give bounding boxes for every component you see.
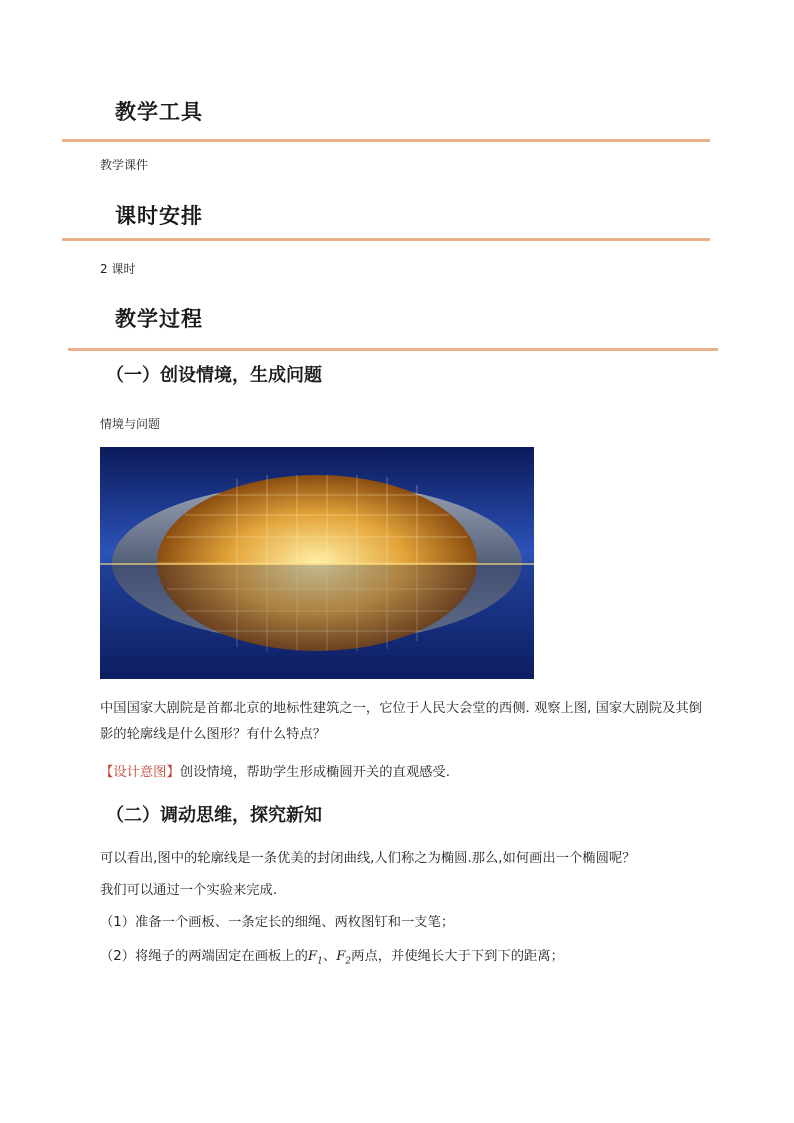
- divider: [68, 348, 718, 351]
- schedule-content: 2 课时: [100, 262, 136, 276]
- section-title-process: 教学过程: [115, 306, 203, 331]
- f1-symbol: $F_1$: [307, 949, 323, 967]
- national-theater-photo: [100, 447, 534, 679]
- part2-step1: （1）准备一个画板、一条定长的细绳、两枚图钉和一支笔；: [100, 915, 455, 930]
- part1-paragraph: 中国国家大剧院是首都北京的地标性建筑之一，它位于人民大会堂的西侧. 观察上图, 国家大剧院及其倒影的轮廓线是什么图形？有什么特点？: [100, 701, 702, 742]
- part2-line2: 我们可以通过一个实验来完成.: [100, 883, 278, 898]
- f2-symbol: $F_2$: [336, 949, 352, 967]
- section-title-tools: 教学工具: [115, 99, 203, 124]
- part2-line1: 可以看出,图中的轮廓线是一条优美的封闭曲线,人们称之为椭圆.那么,如何画出一个椭圆呢？: [100, 851, 636, 866]
- design-intent-text: 创设情境，帮助学生形成椭圆开关的直观感受.: [179, 765, 450, 780]
- tools-content: 教学课件: [100, 158, 149, 172]
- part2-title: （二）调动思维，探究新知: [106, 805, 322, 826]
- separator: 、: [322, 949, 337, 964]
- divider: [62, 139, 710, 142]
- divider: [62, 238, 710, 241]
- section-title-schedule: 课时安排: [115, 203, 203, 228]
- design-intent-tag: 【设计意图】: [100, 765, 180, 780]
- step2-text-b: 两点，并使绳长大于下到下的距离；: [351, 949, 564, 964]
- step2-text-a: （2）将绳子的两端固定在画板上的: [100, 949, 308, 964]
- design-intent: [100, 760, 712, 786]
- part2-step2: [100, 944, 712, 975]
- part1-subheading: 情境与问题: [100, 417, 161, 431]
- part1-title: （一）创设情境，生成问题: [106, 365, 322, 386]
